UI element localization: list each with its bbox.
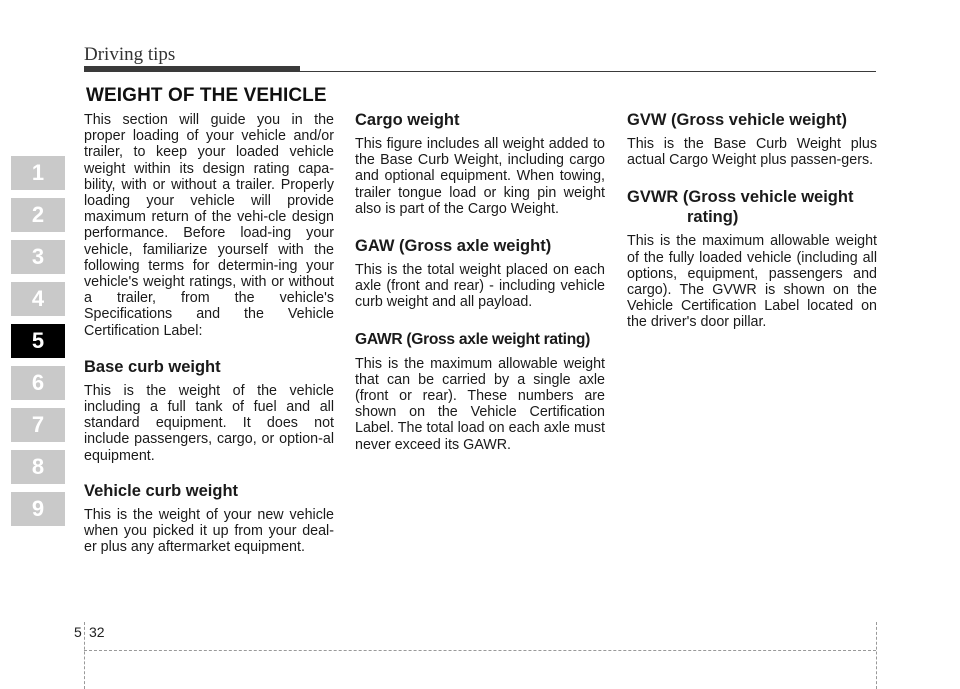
chapter-tabs [11,156,65,534]
gawr-body: This is the maximum allowable weight that can be carried by a single axle (front or rear). These numbers are shown on the Vehicle Certification Label. The total load on each axle must never exceed its GAWR. [355,355,605,453]
base-curb-heading: Base curb weight [84,357,221,376]
running-head: Driving tips [84,44,176,65]
footer-divider-right [876,622,877,689]
chapter-tab-9[interactable]: 9 [11,492,65,526]
chapter-tab-3[interactable]: 3 [11,240,65,274]
gvw-heading: GVW (Gross vehicle weight) [627,111,848,129]
chapter-tab-5-active[interactable]: 5 [11,324,65,358]
chapter-tab-1[interactable]: 1 [11,156,65,190]
gvwr-body: This is the maximum allowable weight of the fully loaded vehicle (including all options, equipment, passengers and cargo). The GVWR is shown on the Vehicle Certification Label located on the driver's door pillar. [627,233,877,331]
vehicle-curb-body: This is the weight of your new vehicle when you picked it up from your deal-er plus any aftermarket equipment. [84,506,334,556]
gvwr-heading-line2: rating) [687,208,739,227]
chapter-tab-8[interactable]: 8 [11,450,65,484]
footer-divider-left [84,622,85,689]
gawr-heading: GAWR (Gross axle weight rating) [355,330,591,348]
gvwr-heading-line1: GVWR (Gross vehicle weight [627,188,854,207]
gvwr-heading [627,187,877,227]
vehicle-curb-heading: Vehicle curb weight [84,481,239,500]
footer-rule [84,650,876,651]
intro-paragraph: This section will guide you in the proper loading of your vehicle and/or trailer, to keep your loaded vehicle weight within its design rating capa-bility, with or without a trailer. Properly loading your vehicle will provide maximum return of the vehi-cle design performance. Before load-ing your vehicle, familiarize yourself with the following terms for determin-ing your vehicle's weight ratings, with or without a trailer, from the vehicle's Specifications and the Vehicle Certification Label: [84,112,334,339]
column-1 [84,112,334,555]
cargo-body: This figure includes all weight added to the Base Curb Weight, including cargo and optional equipment. When towing, trailer tongue load or king pin weight also is part of the Cargo Weight. [355,136,605,217]
column-2 [355,110,605,453]
gvw-body: This is the Base Curb Weight plus actual Cargo Weight plus passen-gers. [627,136,877,169]
cargo-heading: Cargo weight [355,111,460,129]
base-curb-body: This is the weight of the vehicle including a full tank of fuel and all standard equipment. It does not include passengers, cargo, or option-al equipment. [84,382,334,464]
chapter-tab-2[interactable]: 2 [11,198,65,232]
footer-page-number: 32 [89,624,105,640]
header-rule-thin [84,71,876,72]
gaw-heading: GAW (Gross axle weight) [355,237,552,256]
chapter-tab-6[interactable]: 6 [11,366,65,400]
footer-chapter-number: 5 [74,624,82,640]
section-title: WEIGHT OF THE VEHICLE [86,85,327,106]
gaw-body: This is the total weight placed on each axle (front and rear) - including vehicle curb weight and all payload. [355,262,605,311]
column-3 [627,110,877,331]
chapter-tab-7[interactable]: 7 [11,408,65,442]
chapter-tab-4[interactable]: 4 [11,282,65,316]
